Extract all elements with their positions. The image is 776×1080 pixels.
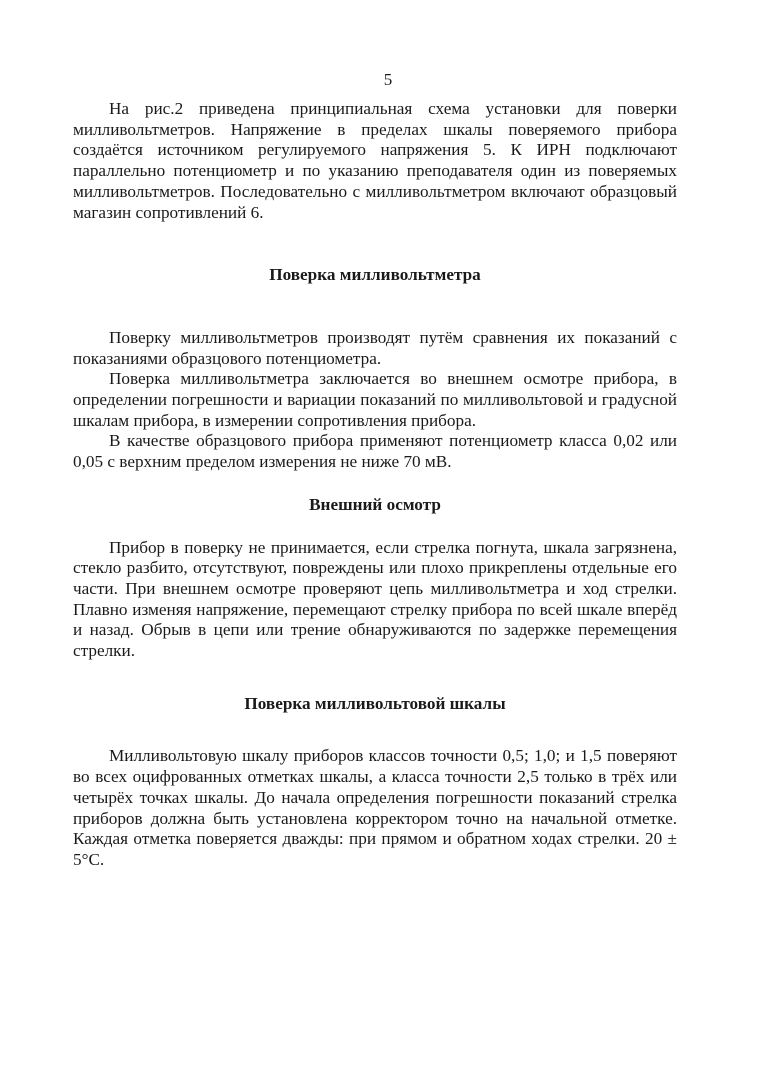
section-heading-inspection: Внешний осмотр: [309, 494, 441, 514]
verification-paragraph-3: В качестве образцового прибора применяют потенциометр класса 0,02 или 0,05 с верхним пределом измерения не ниже 70 мВ.: [73, 431, 677, 472]
scale-paragraph: Милливольтовую шкалу приборов классов точности 0,5; 1,0; и 1,5 поверяют во всех оцифрованных отметках шкалы, а класса точности 2,5 только в трёх или четырёх точках шкалы. До начала определения погрешности показаний стрелка приборов должна быть установлена корректором точно на начальной отметке. Каждая отметка поверяется дважды: при прямом и обратном ходах стрелки. 20 ± 5°С.: [73, 746, 677, 869]
page-content: [73, 99, 677, 871]
page-number: 5: [383, 70, 393, 89]
inspection-paragraph: Прибор в поверку не принимается, если стрелка погнута, шкала загрязнена, стекло разбито, отсутствуют, повреждены или плохо прикреплены отдельные его части. При внешнем осмотре проверяют цепь милливольтметра и ход стрелки. Плавно изменяя напряжение, перемещают стрелку прибора по всей шкале вперёд и назад. Обрыв в цепи или трение обнаруживаются по задержке перемещения стрелки.: [73, 537, 677, 661]
section-heading-verification: Поверка милливольтметра: [269, 265, 481, 285]
intro-paragraph: На рис.2 приведена принципиальная схема установки для поверки милливольтметров. Напряжение в пределах шкалы поверяемого прибора создаётся источником регулируемого напряжения 5. К ИРН подключают параллельно потенциометр и по указанию преподавателя один из поверяемых милливольтметров. Последовательно с милливольтметром включают образцовый магазин сопротивлений 6.: [73, 99, 677, 222]
verification-paragraph-1: Поверку милливольтметров производят путём сравнения их показаний с показаниями образцового потенциометра.: [73, 327, 677, 368]
verification-paragraph-2: Поверка милливольтметра заключается во внешнем осмотре прибора, в определении погрешности и вариации показаний по милливольтовой и градусной шкалам прибора, в измерении сопротивления прибора.: [73, 369, 677, 430]
section-heading-scale: Поверка милливольтовой шкалы: [244, 693, 506, 713]
